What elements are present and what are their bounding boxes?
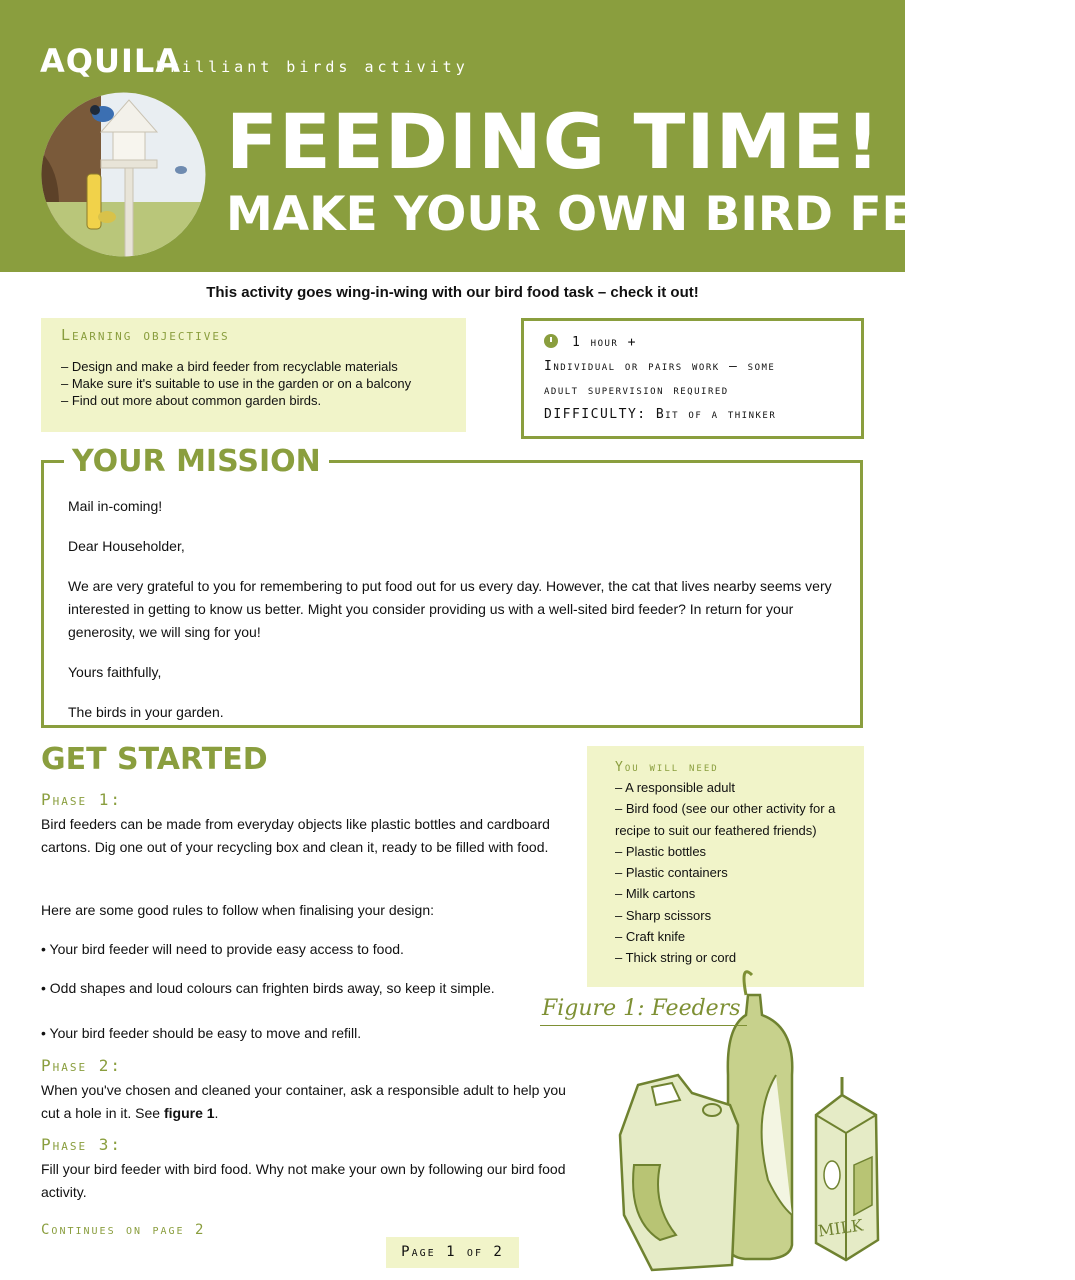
supervision-note: adult supervision required: [544, 383, 729, 398]
phase-2-text-end: .: [214, 1105, 219, 1121]
phase-1-text: Bird feeders can be made from everyday objects like plastic bottles and cardboard cartons. Dig one out of your recycling box and clean it, ready to be filled with food.: [41, 816, 550, 855]
work-type: Individual or pairs work – some: [544, 359, 776, 374]
phase-1-heading: Phase 1:: [41, 790, 123, 809]
need-item: – Plastic bottles: [615, 843, 707, 859]
need-item: – Craft knife: [615, 929, 686, 945]
need-item: – Thick string or cord: [615, 950, 737, 966]
activity-info-box: [521, 318, 864, 439]
phase-2-text-body: When you've chosen and cleaned your container, ask a responsible adult to help you cut a hole in it. See: [41, 1082, 566, 1121]
title-line-1: FEEDING TIME!: [226, 97, 881, 186]
mission-title: YOUR MISSION: [64, 445, 329, 479]
objective-item: – Find out more about common garden birds.: [61, 393, 322, 408]
you-will-need-box: [587, 746, 864, 987]
brand-subtitle: brilliant birds activity: [156, 58, 469, 76]
mission-letter: [68, 495, 838, 741]
mission-paragraph: The birds in your garden.: [68, 704, 224, 720]
title-line-2: MAKE YOUR OWN BIRD FEEDER!: [226, 187, 1075, 242]
mission-paragraph: Yours faithfully,: [68, 664, 162, 680]
intro-text: This activity goes wing-in-wing with our bird food task – check it out!: [206, 284, 699, 301]
mission-paragraph: Mail in-coming!: [68, 498, 163, 514]
phase-2-text: [41, 1079, 566, 1125]
page-number: Page 1 of 2: [386, 1237, 519, 1268]
need-item: recipe to suit our feathered friends): [615, 822, 817, 838]
figure-label: Figure 1: Feeders: [540, 996, 747, 1026]
phase-3-text: Fill your bird feeder with bird food. Why not make your own by following our bird food activity.: [41, 1161, 566, 1200]
rule-item: • Odd shapes and loud colours can frighten birds away, so keep it simple.: [41, 980, 495, 996]
objective-item: – Make sure it's suitable to use in the garden or on a balcony: [61, 376, 412, 391]
time-estimate: 1 hour +: [572, 335, 637, 350]
mission-paragraph: We are very grateful to you for remembering to put food out for us every day. However, the cat that lives nearby seems very interested in getting to know us better. Might you consider providing us with a well-sited bird feeder? In return for your generosity, we will sing for you!: [68, 578, 832, 640]
clock-icon: [544, 334, 558, 348]
figure-reference: figure 1: [163, 1105, 215, 1121]
need-item: – A responsible adult: [615, 780, 735, 795]
need-item: – Sharp scissors: [615, 907, 712, 923]
continues-note: Continues on page 2: [41, 1222, 206, 1238]
objective-item: – Design and make a bird feeder from recyclable materials: [61, 359, 398, 374]
bird-feeder-illustration-circle: [41, 92, 206, 257]
objectives-heading: Learning objectives: [61, 326, 230, 344]
carton-label: MILK: [816, 1215, 865, 1241]
rule-item: • Your bird feeder should be easy to move and refill.: [41, 1025, 362, 1041]
phase-3-heading: Phase 3:: [41, 1135, 123, 1154]
need-item: – Plastic containers: [615, 865, 728, 881]
learning-objectives-box: [41, 318, 466, 432]
rule-item: • Your bird feeder will need to provide easy access to food.: [41, 941, 404, 957]
mission-box: [41, 444, 863, 728]
need-item: – Bird food (see our other activity for a: [615, 801, 836, 817]
need-heading: You will need: [615, 760, 719, 775]
mission-paragraph: Dear Householder,: [68, 538, 185, 554]
need-item: – Milk cartons: [615, 886, 696, 902]
header-banner: [0, 0, 1075, 272]
rules-intro: Here are some good rules to follow when finalising your design:: [41, 902, 434, 918]
get-started-title: GET STARTED: [41, 742, 268, 777]
brand-logo: AQUILA: [40, 42, 182, 80]
difficulty-level: DIFFICULTY: Bit of a thinker: [544, 407, 777, 422]
phase-2-heading: Phase 2:: [41, 1056, 123, 1075]
